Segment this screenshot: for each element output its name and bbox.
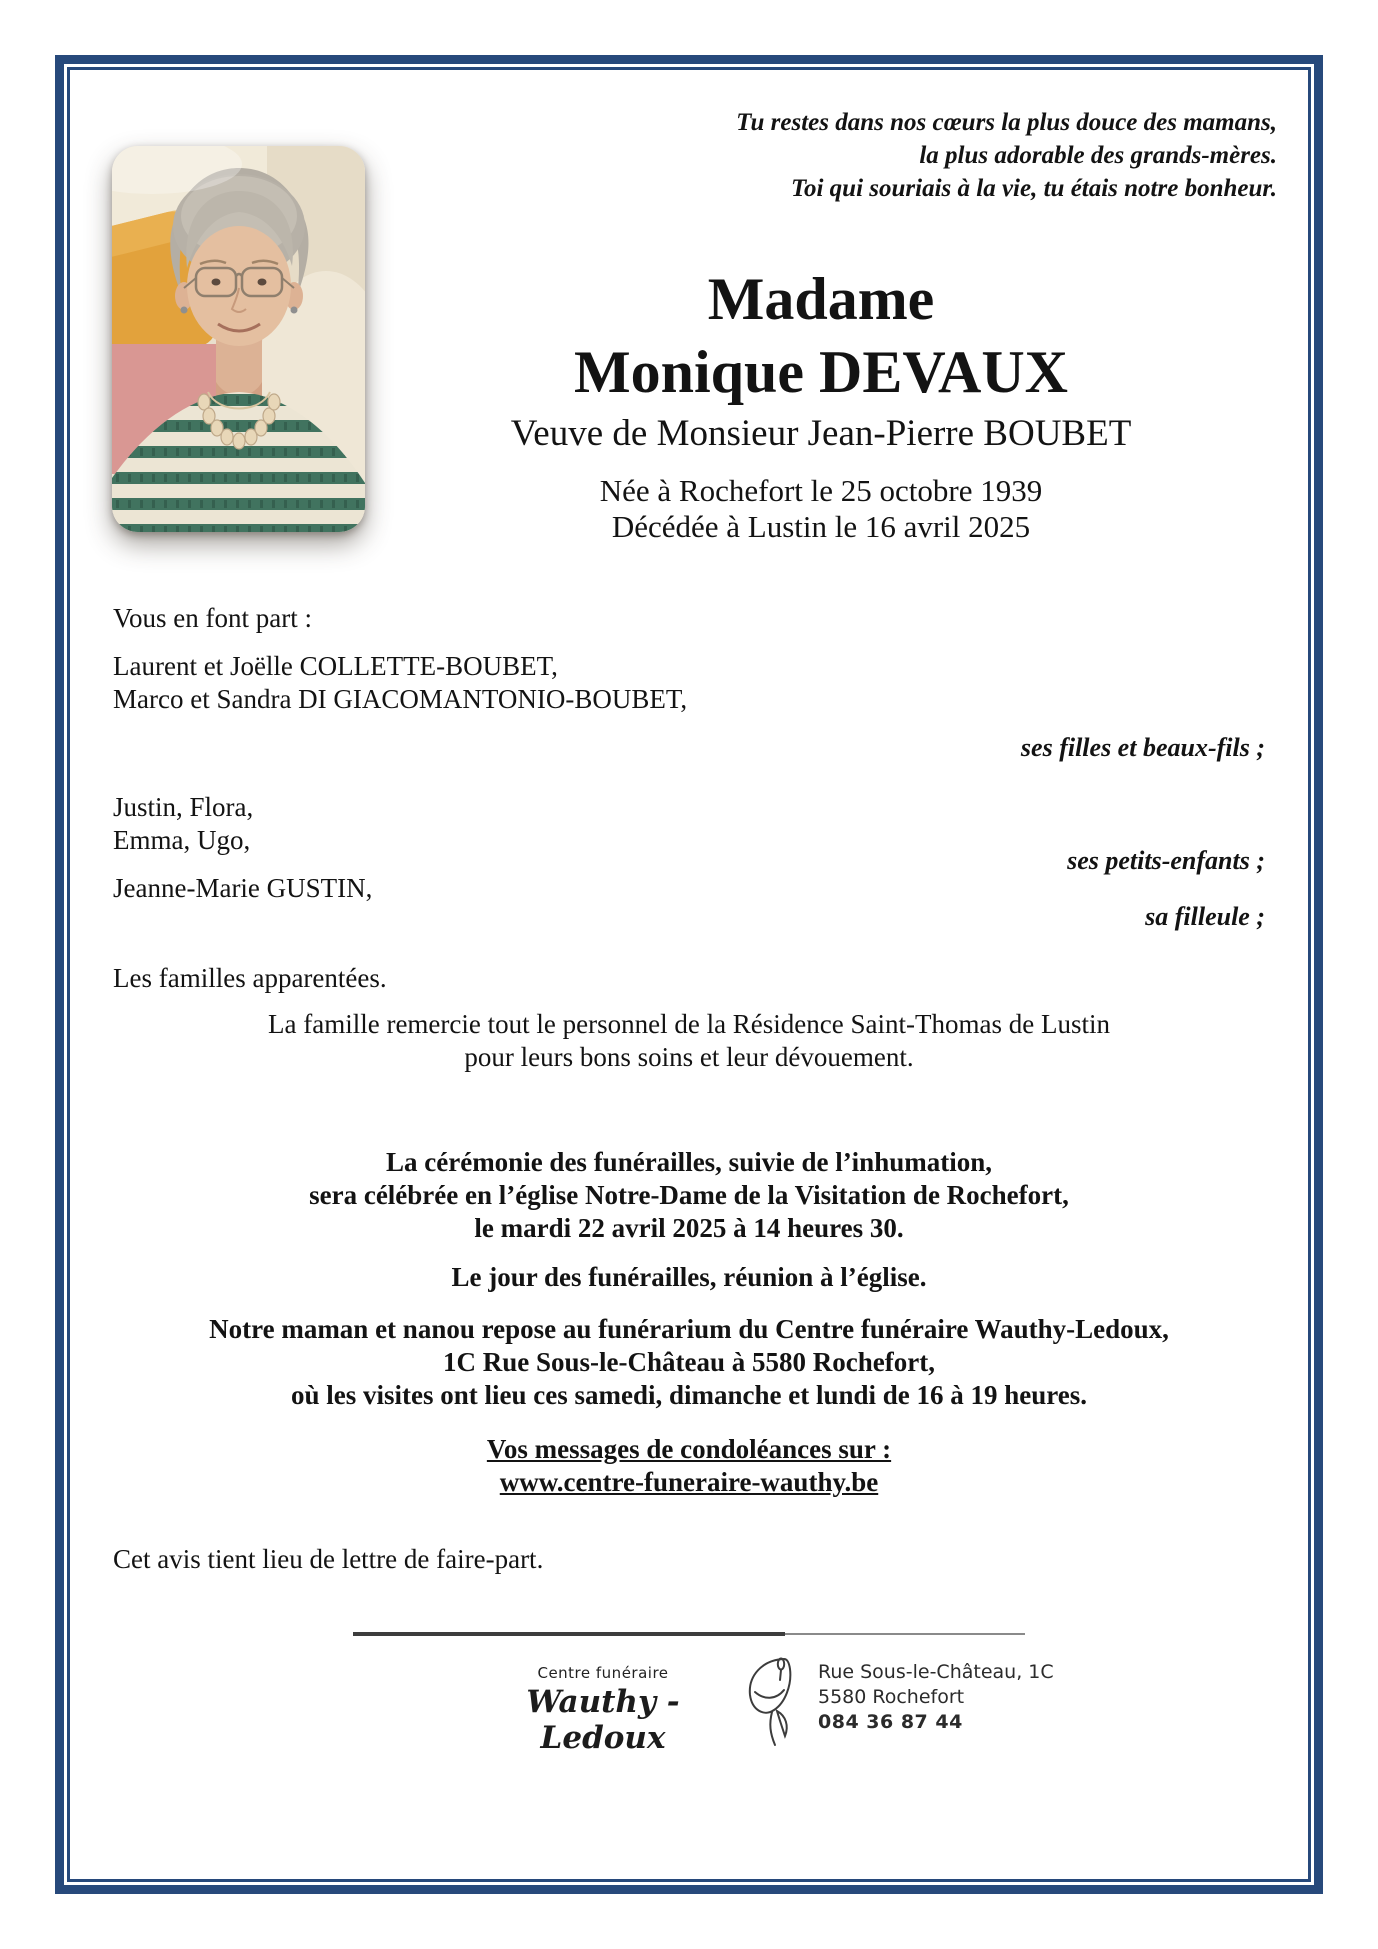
- funeral-home-address: [818, 1652, 1054, 1735]
- family-name: Laurent et Joëlle COLLETTE-BOUBET,: [113, 651, 558, 681]
- footer-line-left-segment: [353, 1632, 785, 1636]
- epitaph-line-1: Tu restes dans nos cœurs la plus douce des mamans,: [736, 109, 1277, 136]
- life-dates: [365, 473, 1277, 545]
- address-line-1: Rue Sous-le-Château, 1C: [818, 1661, 1054, 1683]
- thanks-line-1: La famille remercie tout le personnel de la Résidence Saint-Thomas de Lustin: [268, 1009, 1110, 1039]
- ceremony-line-2: sera célébrée en l’église Notre-Dame de la Visitation de Rochefort,: [309, 1180, 1069, 1210]
- families-closing: Les familles apparentées.: [113, 963, 387, 993]
- family-group-goddaughter: [113, 872, 948, 905]
- deceased-heading: [365, 263, 1277, 545]
- ceremony-line-3: le mardi 22 avril 2025 à 14 heures 30.: [474, 1213, 904, 1243]
- family-name: Justin, Flora,: [113, 792, 254, 822]
- brand-tagline: Centre funéraire: [537, 1664, 669, 1682]
- ceremony-details: [70, 1146, 1308, 1245]
- repose-line-1: Notre maman et nanou repose au funérarium du Centre funéraire Wauthy-Ledoux,: [209, 1314, 1169, 1344]
- relation-label-grandchildren: ses petits-enfants ;: [1067, 846, 1265, 875]
- repose-line-2: 1C Rue Sous-le-Château à 5580 Rochefort,: [443, 1347, 935, 1377]
- relation-label-daughters: ses filles et beaux-fils ;: [1020, 733, 1265, 762]
- epitaph-line-3: Toi qui souriais à la vie, tu étais notre bonheur.: [791, 175, 1277, 202]
- widow-line: Veuve de Monsieur Jean-Pierre BOUBET: [510, 413, 1132, 454]
- condolences-label: Vos messages de condoléances sur :: [486, 1434, 892, 1464]
- repose-details: [70, 1313, 1308, 1412]
- ceremony-line-1: La cérémonie des funérailles, suivie de l’inhumation,: [386, 1147, 992, 1177]
- thanks-paragraph: [70, 1008, 1308, 1074]
- address-line-2: 5580 Rochefort: [818, 1686, 965, 1708]
- funeral-home-footer: [468, 1652, 1054, 1756]
- funeral-home-brand: [468, 1652, 738, 1756]
- family-name: Marco et Sandra DI GIACOMANTONIO-BOUBET,: [113, 684, 688, 714]
- title-prefix: Madame: [707, 266, 935, 332]
- condolences-website-link[interactable]: www.centre-funeraire-wauthy.be: [499, 1467, 879, 1497]
- portrait-photo-illustration: [112, 146, 365, 532]
- announcement-intro: Vous en font part :: [113, 603, 312, 633]
- birth-line: Née à Rochefort le 25 octobre 1939: [599, 473, 1043, 508]
- family-name: Emma, Ugo,: [113, 825, 251, 855]
- phone-number: 084 36 87 44: [818, 1711, 963, 1733]
- page-content: [70, 70, 1308, 1879]
- portrait-photo: [112, 146, 365, 532]
- ceremony-meeting: Le jour des funérailles, réunion à l’église.: [451, 1262, 927, 1292]
- epitaph: [270, 106, 1277, 205]
- family-name: Jeanne-Marie GUSTIN,: [113, 873, 373, 903]
- brand-name: Wauthy - Ledoux: [526, 1684, 680, 1756]
- footer-line-right-segment: [785, 1633, 1025, 1635]
- footer-separator-line: [353, 1632, 1025, 1636]
- relation-label-goddaughter: sa filleule ;: [1145, 902, 1265, 931]
- calla-lily-icon: [744, 1652, 804, 1752]
- faire-part-notice: Cet avis tient lieu de lettre de faire-part.: [113, 1544, 544, 1574]
- death-line: Décédée à Lustin le 16 avril 2025: [611, 509, 1031, 544]
- condolences-block: [70, 1433, 1308, 1499]
- repose-line-3: où les visites ont lieu ces samedi, dimanche et lundi de 16 à 19 heures.: [290, 1380, 1088, 1410]
- deceased-name: Monique DEVAUX: [574, 339, 1068, 405]
- family-group-daughters: [113, 650, 948, 716]
- thanks-line-2: pour leurs bons soins et leur dévouement.: [464, 1042, 914, 1072]
- epitaph-line-2: la plus adorable des grands-mères.: [919, 142, 1277, 169]
